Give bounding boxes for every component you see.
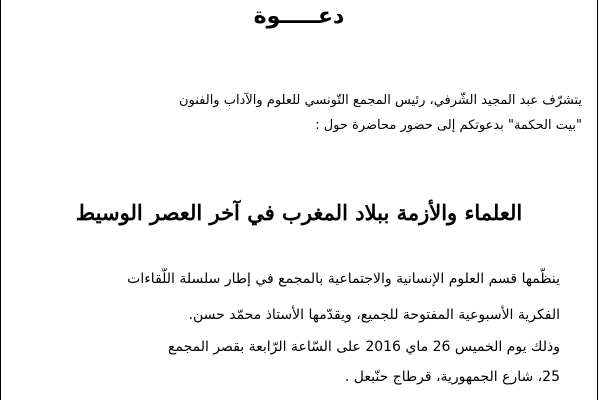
body-line-date-time: وذلك يوم الخميس 26 ماي 2016 على السّاعة الرّابعة بقصر المجمع bbox=[168, 339, 560, 355]
body-line-address: 25، شارع الجمهورية، قرطاج حنّبعل . bbox=[344, 369, 560, 385]
intro-line-host: يتشرّف عبد المجيد الشّرفي، رئيس المجمع التّونسي للعلوم والآداب والفنون bbox=[178, 93, 582, 108]
body-line-organizer: ينظّمها قسم العلوم الإنسانية والاجتماعية بالمجمع في إطار سلسلة اللّقاءات bbox=[127, 271, 560, 287]
lecture-title: العلماء والأزمة ببلاد المغرب في آخر العصر الوسيط bbox=[75, 200, 523, 225]
intro-line-invitation: "بيت الحكمة" بدعوتكم إلى حضور محاضرة حول : bbox=[315, 118, 582, 133]
body-line-presenter: الفكرية الأسبوعية المفتوحة للجميع، ويقدّمها الأستاذ محمّد حسن. bbox=[188, 307, 560, 323]
invitation-title: دعـــــوة bbox=[253, 4, 345, 29]
